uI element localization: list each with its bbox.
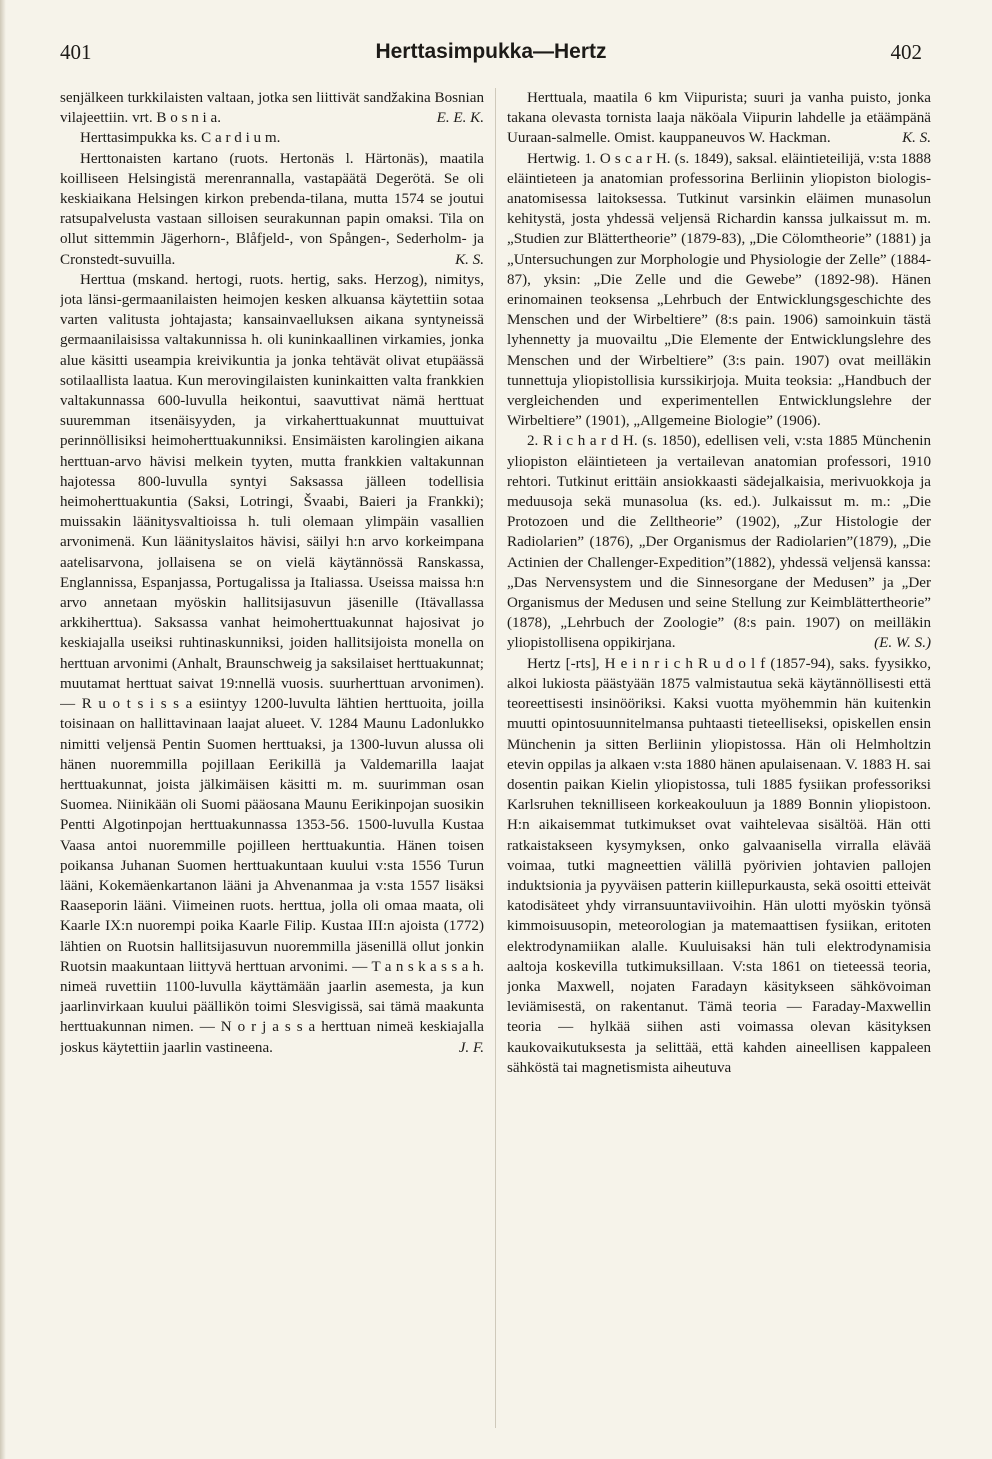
entry-hertz: Hertz [-rts], H e i n r i c h R u d o l f (1857-94), saks. fyysikko, alkoi lukiosta päästyään 1875 valmistautua sekä käytännöllisesti että teoreettisesti insinööriksi. Kaksi vuotta myöhemmin hän kuitenkin muutti opintosuunnitelmansa puhtaasti tieteelliseksi, opiskellen ensin Münchenin ja sitten Berliinin yliopistossa. Hän oli Helmholtzin etevin oppilas ja alkaen v:sta 1880 hänen apulaisenaan. V. 1883 H. sai dosentin paikan Kielin yliopistossa, tuli 1885 fysiikan professoriksi Karlsruhen teknilliseen korkeakouluun ja 1889 Bonnin yliopistoon. H:n aikaisemmat tutkimukset ovat vaihtelevaa sisältöä. Hän otti ratkaistakseen kysymyksen, onko galvaanisella virralla elävää voimaa, tutki magneettien välillä pyörivien johtavien pallojen induktsionia ja pyyväisen patterin kiillepurkausta, sekä osoitti etteivät katodisäteet yhdy virransuuntaviivoihin. Hän ulotti myöskin työnsä kimmoisuusopin, meteorologian ja matemaattisen fysiikan, eritoten elektrodynamiikan alalle. Kuuluisaksi hän tuli elektrodynamisia aaltoja koskevilla tutkimuksillaan. V:sta 1861 on tieteessä teoria, jonka Maxwell, nojaten Faradayn käsitykseen sähkövoiman leviämisestä, on rakentanut. Tämä teoria — Faraday-Maxwellin teoria — hylkää siihen asti voimassa olevan käsityksen kaukovaikutuksesta ja selittää, että kahden aineellisen kappaleen sähköstä tai magnetismista aiheutuva <box>507 655 931 1076</box>
signature: J. F. <box>458 1039 484 1056</box>
entry-herttuala: Herttuala, maatila 6 km Viipurista; suuri ja vanha puisto, jonka takana olevasta tornista laaja näköala Viipurin lahdelle ja etäämpänä Uuraan-salmelle. Omist. kauppaneuvos W. Hackman. K. S. <box>507 88 931 149</box>
entry-herttonaisten-kartano: Herttonaisten kartano (ruots. Hertonäs l. Härtonäs), maatila koilliseen Helsingistä merenrannalla, vastapäätä Degerötä. Se oli keskiaikana Helsingen kirkon prebenda-tilana, mutta 1574 se joutui ratsupalvelusta vastaan silloisen seurakunnan papin omaksi. Tila on ollut sittemmin Jägerhorn-, Blåfjeld-, von Spången-, Sederholm- ja Cronstedt-suvuilla. K. S. <box>60 149 484 270</box>
page-header <box>60 40 922 72</box>
right-column <box>507 88 931 1428</box>
signature: E. E. K. <box>436 110 484 127</box>
running-title: Herttasimpukka—Hertz <box>375 40 607 63</box>
entry-herttua: Herttua (mskand. hertogi, ruots. hertig, saks. Herzog), nimitys, jota länsi-germaanilaisten heimojen kesken alkuansa käytettiin sotaa varten valitusta johtajasta; kansainvaelluksen aikana syntyneissä germaanilaisissa valtakunnissa h. oli kuninkaallinen virkamies, jonka alue käsitti useampia kreivikuntia ja jonka tehtävät olivat etupäässä sotilaallista laatua. Kun merovingilaisten kuninkaitten valta frankkien valtakunnassa 600-luvulla heikontui, saavuttivat nämä herttuat suuremman itsenäisyyden, ja virkaherttuakunnat muuttuivat perinnöllisiksi heimoherttuakunniksi. Ensimäisten karolingien aikana herttuan-arvo hävisi melkein tyyten, mutta frankkien valtakunnan hajotessa 800-luvulla syntyi Saksassa jälleen todellisia heimoherttuakuntia (Saksi, Lotringi, Švaabi, Baieri ja Frankki); muissakin läänitysvaltioissa h. tuli olemaan ylimpäin vasallien arvonimenä. Kun läänityslaitos hävisi, säilyi h:n arvo korkeimpana aatelisarvona, jollaisena se on vielä käytännössä Ranskassa, Englannissa, Espanjassa, Portugalissa ja Italiassa. Useissa maissa h:n arvo annetaan myöskin hallitsijasuvun jäsenille (Itävallassa arkkiherttua). Saksassa vanhat heimoherttuakunnat hajosivat jo keskiajalla useiksi ruhtinaskunniksi, joiden hallitsijoista monella on herttuan arvonimi (Anhalt, Braunschweig ja saksilaiset herttuakunnat; muutamat herttuat saivat 19:nnellä vuosis. suurherttuan arvonimen). — R u o t s i s s a esiintyy 1200-luvulta lähtien herttuoita, joilla toisinaan on hallittavinaan laajat alueet. V. 1284 Maunu Ladonlukko nimitti veljensä Pentin Suomen herttuaksi, ja 1300-luvun alussa oli hänen nuoremmilla pojillaan Eerikillä ja Valdemarilla laajat herttuakunnat, joista jälkimäisen käsitti m. m. suurimman osan Suomea. Niinikään oli Suomi pääosana Maunu Eerikinpojan suosikin Pentti Algotinpojan herttuakunnassa 1353-56. 1500-luvulla Kustaa Vaasa antoi nuoremmille pojilleen herttuakuntia. Hänen toisen poikansa Juhanan Suomen herttuakuntaan kuului v:sta 1556 Turun lääni, Kokemäenkartanon lääni ja Ahvenanmaa ja v:sta 1557 lisäksi Raaseporin lääni. Viimeinen ruots. herttua, jolla oli omaa maata, oli Kaarle IX:n nuorempi poika Kaarle Filip. Kustaa III:n ajoista (1772) lähtien on Ruotsin hallitsijasuvun nuoremmilla jäsenillä ollut jonkin Ruotsin maakuntaan liittyvä herttuan arvonimi. — T a n s k a s s a h. nimeä ruvettiin 1100-luvulla käyttämään jaarlin asemesta, ja kun jaarlinvirkaan kuului päällikön toimi Slesvigissä, sai tämä maakunta herttuakunnan nimen. — N o r j a s s a herttuan nimeä keskiajalla joskus käytettiin jaarlin vastineena. J. F. <box>60 270 484 1058</box>
signature: K. S. <box>455 251 484 268</box>
signature: (E. W. S.) <box>874 635 931 652</box>
entry-hertwig-richard: 2. R i c h a r d H. (s. 1850), edellisen veli, v:sta 1885 Münchenin yliopiston eläintieteen ja vertailevan anatomian professori, 1910 rehtori. Tutkinut erittäin ansiokkaasti sädejalkaisia, merivuokkoja ja meduusoja sekä munasolua (ks. ed.). Julkaissut m. m.: „Die Protozoen und die Zelltheorie” (1902), „Zur Histologie der Radiolarien” (1876), „Der Organismus der Radiolarien”(1879), „Die Actinien der Challenger-Expedition”(1882), yhdessä veljensä kanssa: „Das Nervensystem und die Sinnesorgane der Medusen” ja „Der Organismus der Medusen und seine Stellung zur Keimblättertheorie” (1878), „Lehrbuch der Zoologie” (8:s pain. 1907) on meilläkin yliopistollisena oppikirjana. (E. W. S.) <box>507 431 931 653</box>
entry-herttasimpukka: Herttasimpukka ks. C a r d i u m. <box>80 130 281 147</box>
page-number-left: 401 <box>60 40 92 64</box>
binding-edge <box>0 0 6 1459</box>
entry-bosnia-continuation: senjälkeen turkkilaisten valtaan, jotka sen liittivät sandžakina Bosnian vilajeettiin. vrt. B o s n i a. E. E. K. <box>60 88 484 128</box>
signature: K. S. <box>902 130 931 147</box>
column-divider <box>495 88 496 1428</box>
entry-hertwig-oscar: Hertwig. 1. O s c a r H. (s. 1849), saksal. eläintieteilijä, v:sta 1888 eläintieteen ja anatomian professorina Berliinin yliopiston biologis-anatomisessa laitoksessa. Tutkinut varsinkin eläimen munasolun kehitystä, josta yhdessä veljensä Richardin kanssa julkaissut m. m. „Studien zur Blättertheorie” (1879-83), „Die Cölomtheorie” (1881) ja „Untersuchungen zur Morphologie und Physiologie der Zelle” (1884-87), yksin: „Die Zelle und die Gewebe” (1892-98). Hänen erinomainen teoksensa „Lehrbuch der Entwicklungsgeschichte des Menschen und der Wirbeltiere” (8:s pain. 1906) samoinkuin tästä lyhennetty ja muovailtu „Die Elemente der Entwicklungslehre des Menschen und der Wirbeltiere” (3:s pain. 1907) ovat meilläkin tunnettuja yliopistollisia kurssikirjoja. Muita teoksia: „Handbuch der vergleichenden und experimentellen Entwicklungslehre der Wirbeltiere” (1901), „Allgemeine Biologie” (1906). <box>507 150 931 430</box>
left-column <box>60 88 484 1428</box>
page-number-right: 402 <box>890 40 922 64</box>
